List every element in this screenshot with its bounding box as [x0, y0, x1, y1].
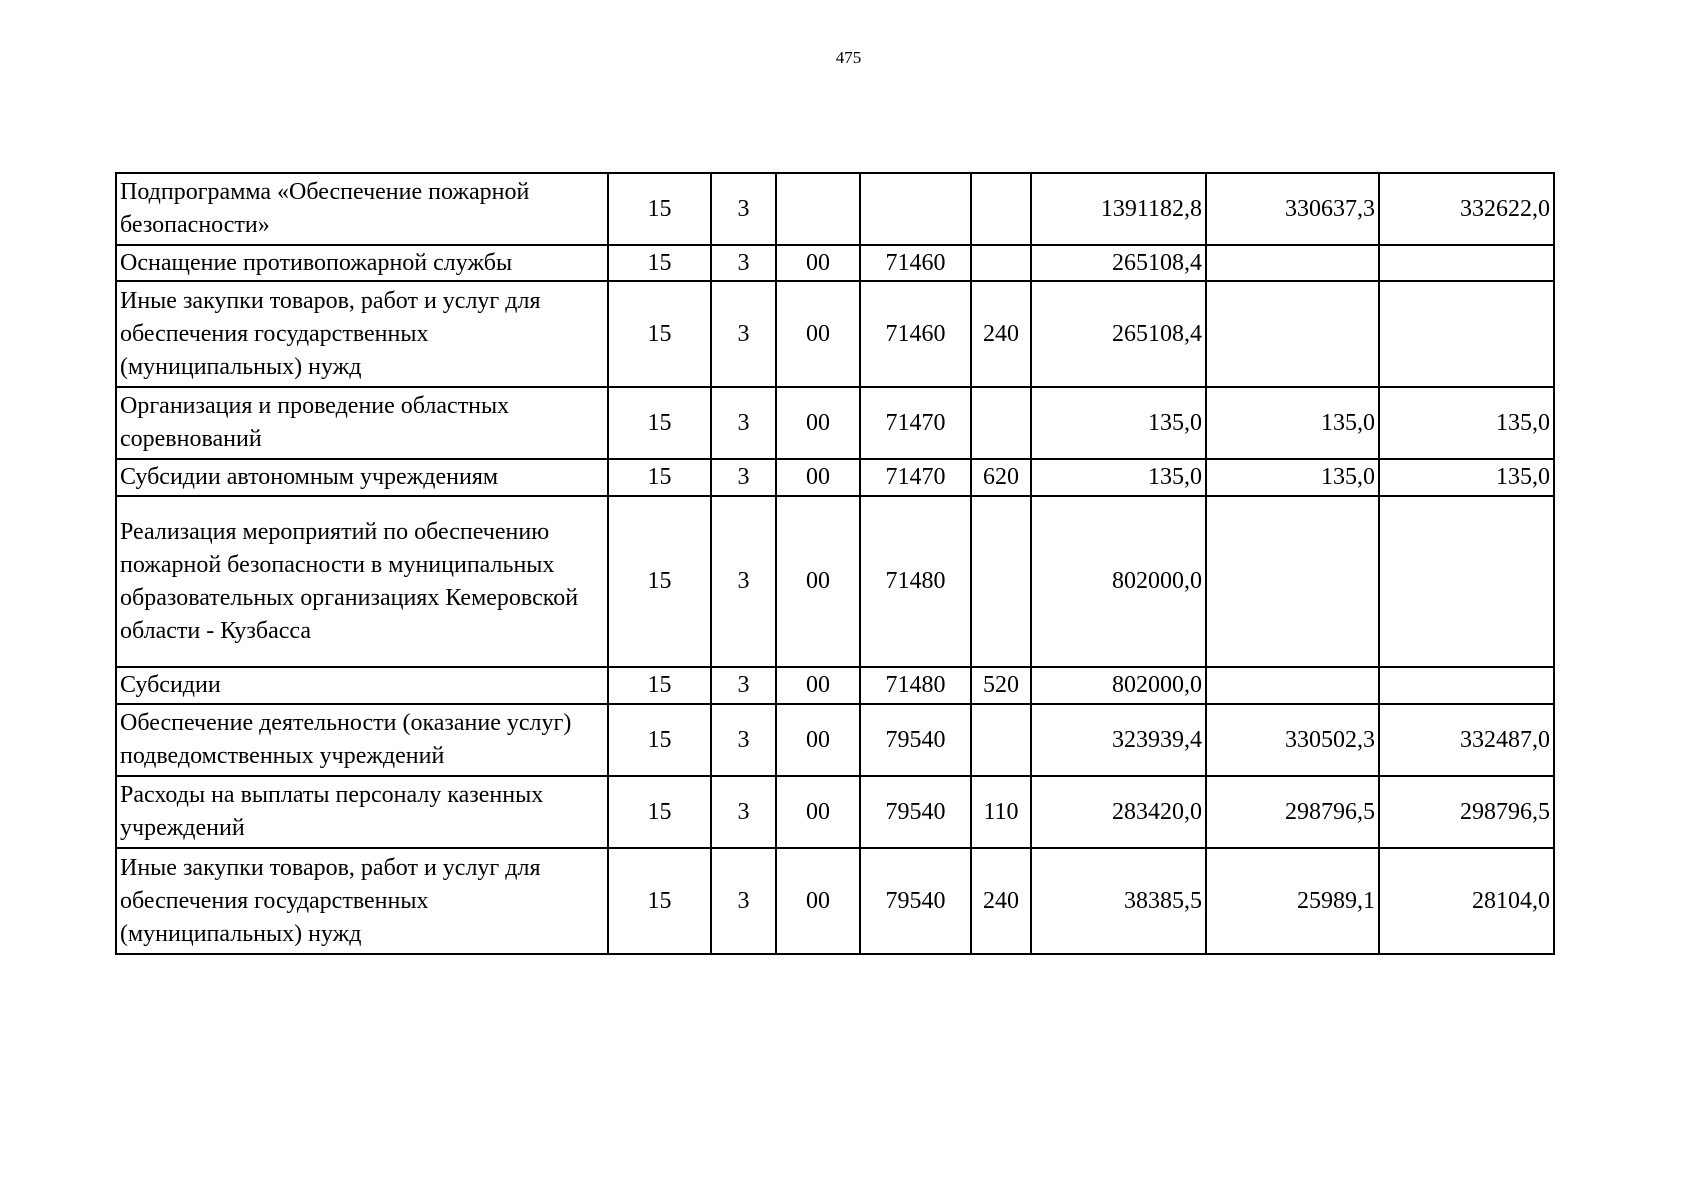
cell-section: 15 [608, 667, 711, 704]
cell-sum-1: 265108,4 [1031, 281, 1206, 387]
cell-expense-type: 240 [971, 848, 1031, 954]
cell-sum-3 [1379, 281, 1554, 387]
cell-code: 00 [776, 496, 860, 667]
cell-code: 00 [776, 704, 860, 776]
table-row [116, 776, 1554, 848]
cell-subsection: 3 [711, 173, 776, 245]
cell-expense-type [971, 245, 1031, 281]
cell-code: 00 [776, 387, 860, 459]
cell-sum-2: 135,0 [1206, 459, 1379, 496]
cell-sum-3 [1379, 496, 1554, 667]
cell-expense-type [971, 704, 1031, 776]
cell-subsection: 3 [711, 496, 776, 667]
cell-section: 15 [608, 245, 711, 281]
cell-sum-2: 330637,3 [1206, 173, 1379, 245]
cell-section: 15 [608, 704, 711, 776]
table-row [116, 173, 1554, 245]
cell-sum-2: 135,0 [1206, 387, 1379, 459]
cell-section: 15 [608, 459, 711, 496]
cell-sum-3 [1379, 667, 1554, 704]
cell-sum-2 [1206, 245, 1379, 281]
cell-subsection: 3 [711, 848, 776, 954]
cell-code: 00 [776, 667, 860, 704]
cell-code [776, 173, 860, 245]
cell-sum-1: 135,0 [1031, 459, 1206, 496]
cell-target: 71480 [860, 667, 971, 704]
cell-sum-2 [1206, 496, 1379, 667]
cell-expense-type [971, 496, 1031, 667]
cell-code: 00 [776, 848, 860, 954]
row-name: Субсидии автономным учреждениям [116, 459, 608, 496]
cell-subsection: 3 [711, 667, 776, 704]
cell-sum-1: 323939,4 [1031, 704, 1206, 776]
cell-sum-3: 135,0 [1379, 459, 1554, 496]
cell-sum-3: 332487,0 [1379, 704, 1554, 776]
cell-section: 15 [608, 848, 711, 954]
cell-target: 71460 [860, 281, 971, 387]
row-name: Иные закупки товаров, работ и услуг для обеспечения государственных (муниципальных) нужд [116, 281, 608, 387]
table-row [116, 281, 1554, 387]
table-row [116, 387, 1554, 459]
cell-sum-1: 283420,0 [1031, 776, 1206, 848]
budget-table [115, 172, 1555, 955]
cell-sum-1: 135,0 [1031, 387, 1206, 459]
table-row [116, 848, 1554, 954]
cell-subsection: 3 [711, 459, 776, 496]
cell-sum-3: 28104,0 [1379, 848, 1554, 954]
cell-sum-2 [1206, 667, 1379, 704]
cell-target: 71460 [860, 245, 971, 281]
cell-expense-type: 110 [971, 776, 1031, 848]
cell-sum-3: 298796,5 [1379, 776, 1554, 848]
cell-target: 79540 [860, 848, 971, 954]
row-name: Обеспечение деятельности (оказание услуг) подведомственных учреждений [116, 704, 608, 776]
cell-subsection: 3 [711, 245, 776, 281]
row-name: Субсидии [116, 667, 608, 704]
cell-subsection: 3 [711, 776, 776, 848]
row-name: Подпрограмма «Обеспечение пожарной безопасности» [116, 173, 608, 245]
table-row [116, 704, 1554, 776]
cell-target: 79540 [860, 776, 971, 848]
table-row [116, 667, 1554, 704]
cell-sum-1: 38385,5 [1031, 848, 1206, 954]
cell-subsection: 3 [711, 281, 776, 387]
cell-subsection: 3 [711, 387, 776, 459]
cell-subsection: 3 [711, 704, 776, 776]
cell-sum-1: 802000,0 [1031, 496, 1206, 667]
cell-code: 00 [776, 459, 860, 496]
cell-target: 71470 [860, 387, 971, 459]
cell-code: 00 [776, 776, 860, 848]
cell-sum-2 [1206, 281, 1379, 387]
table-row [116, 459, 1554, 496]
row-name: Организация и проведение областных соревнований [116, 387, 608, 459]
cell-expense-type [971, 387, 1031, 459]
cell-target [860, 173, 971, 245]
page-number: 475 [835, 48, 862, 67]
cell-target: 71470 [860, 459, 971, 496]
cell-code: 00 [776, 281, 860, 387]
row-name: Оснащение противопожарной службы [116, 245, 608, 281]
table-row [116, 496, 1554, 667]
row-name: Иные закупки товаров, работ и услуг для обеспечения государственных (муниципальных) нужд [116, 848, 608, 954]
cell-expense-type [971, 173, 1031, 245]
cell-sum-2: 330502,3 [1206, 704, 1379, 776]
cell-sum-1: 265108,4 [1031, 245, 1206, 281]
cell-section: 15 [608, 496, 711, 667]
cell-section: 15 [608, 281, 711, 387]
cell-sum-3: 135,0 [1379, 387, 1554, 459]
cell-section: 15 [608, 776, 711, 848]
cell-sum-3: 332622,0 [1379, 173, 1554, 245]
cell-target: 71480 [860, 496, 971, 667]
cell-code: 00 [776, 245, 860, 281]
table-row [116, 245, 1554, 281]
cell-target: 79540 [860, 704, 971, 776]
cell-sum-2: 298796,5 [1206, 776, 1379, 848]
cell-expense-type: 240 [971, 281, 1031, 387]
cell-sum-2: 25989,1 [1206, 848, 1379, 954]
cell-sum-1: 1391182,8 [1031, 173, 1206, 245]
row-name: Расходы на выплаты персоналу казенных учреждений [116, 776, 608, 848]
cell-sum-3 [1379, 245, 1554, 281]
cell-section: 15 [608, 173, 711, 245]
cell-section: 15 [608, 387, 711, 459]
cell-sum-1: 802000,0 [1031, 667, 1206, 704]
row-name: Реализация мероприятий по обеспечению пожарной безопасности в муниципальных образовательных организациях Кемеровской области - Кузбасса [116, 496, 608, 667]
cell-expense-type: 520 [971, 667, 1031, 704]
cell-expense-type: 620 [971, 459, 1031, 496]
